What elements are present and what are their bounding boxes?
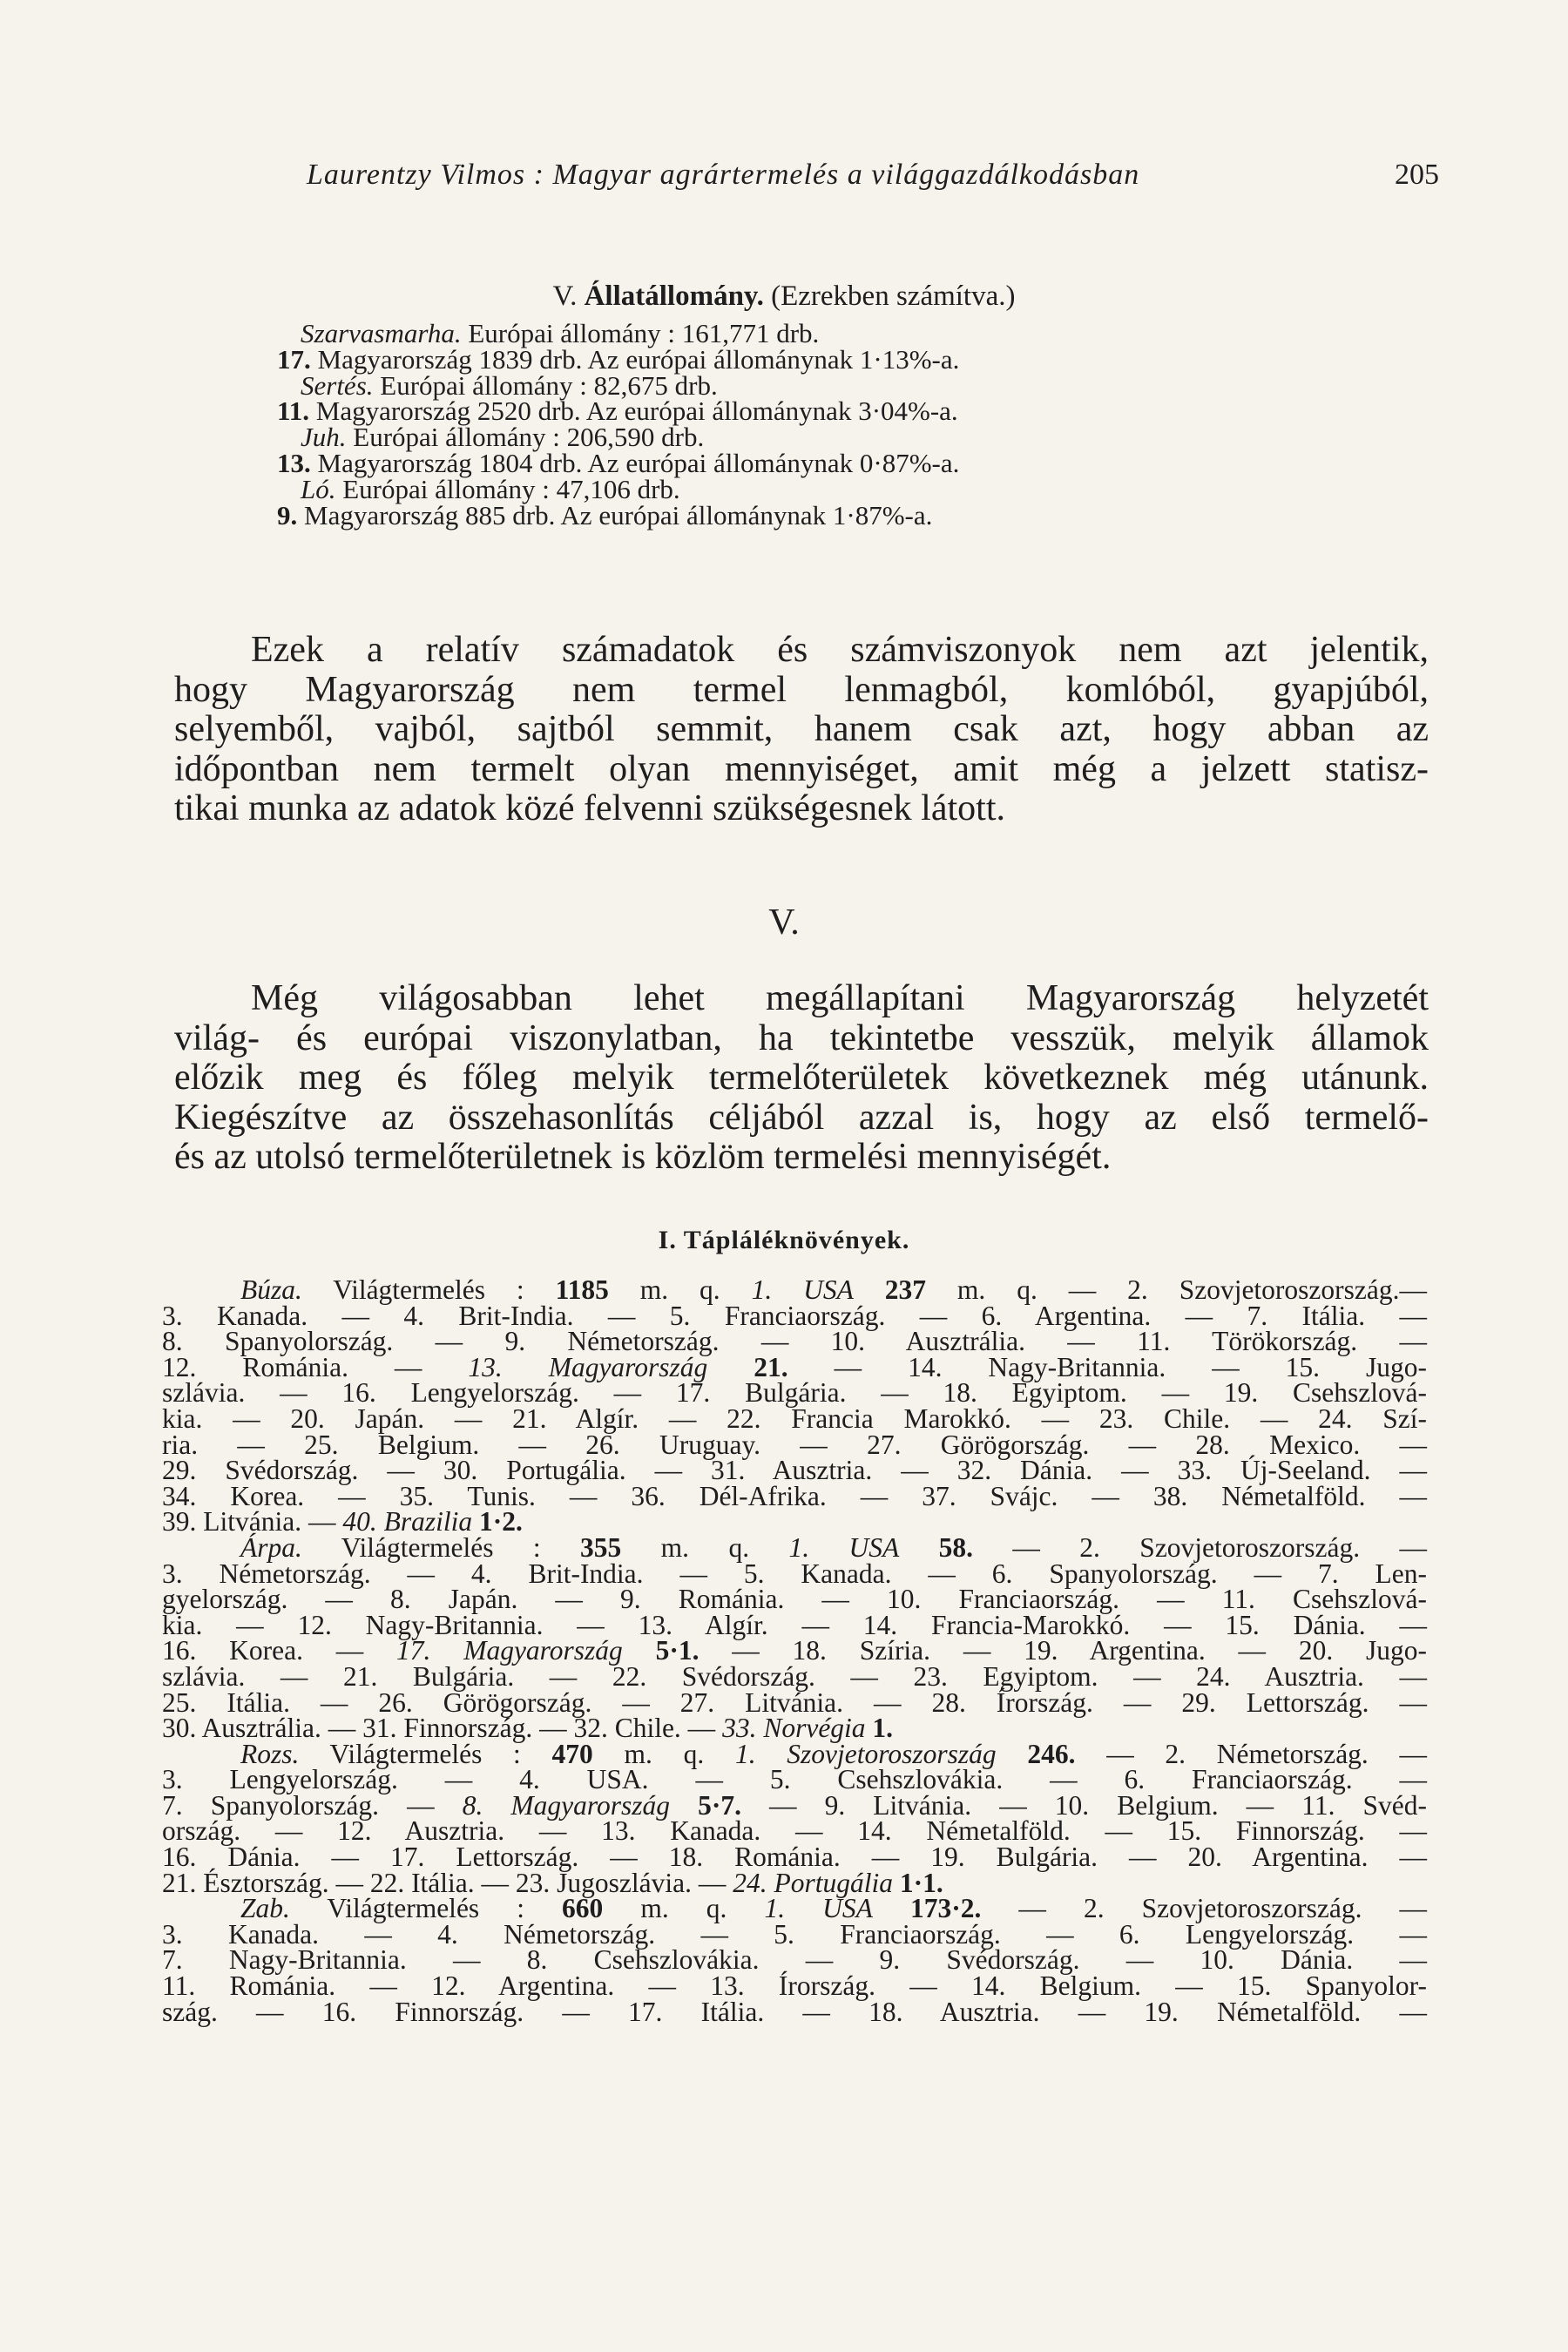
crop-line: 3. Németország. — 4. Brit-India. — 5. Kanada. — 6. Spanyolország. — 7. Len- xyxy=(162,1558,1427,1589)
crop-line: szlávia. — 21. Bulgária. — 22. Svédország. — 23. Egyiptom. — 24. Ausztria. — xyxy=(162,1660,1427,1692)
paragraph-line: időpontban nem termelt olyan mennyiséget, amit még a jelzett statisz- xyxy=(174,748,1429,789)
crop-line: ország. — 12. Ausztria. — 13. Kanada. — 14. Németalföld. — 15. Finnország. — xyxy=(162,1815,1427,1847)
crop-line: gyelország. — 8. Japán. — 9. Románia. — 10. Franciaország. — 11. Csehszlová- xyxy=(162,1584,1427,1615)
crop-wheat-hungary-line: 12. Románia. — 13. Magyarország 21. — 14. Nagy-Britannia. — 15. Jugo- xyxy=(162,1351,1428,1382)
paragraph-line: tikai munka az adatok közé felvenni szükségesnek látott. xyxy=(174,788,1006,828)
crop-wheat-header: Búza. Világtermelés : 1185 m. q. 1. USA 237 m. q. — 2. Szovjetoroszország.— xyxy=(240,1274,1427,1305)
crop-barley-hungary-line: 16. Korea. — 17. Magyarország 5·1. — 18. Szíria. — 19. Argentina. — 20. Jugo- xyxy=(162,1635,1427,1666)
crop-line: 25. Itália. — 26. Görögország. — 27. Litvánia. — 28. Írország. — 29. Lettország. — xyxy=(162,1686,1427,1718)
livestock-hungary-row: 9. Magyarország 885 drb. Az európai állománynak 1·87%-a. xyxy=(277,499,933,531)
crop-line: ria. — 25. Belgium. — 26. Uruguay. — 27. Görögország. — 28. Mexico. — xyxy=(162,1429,1427,1460)
paragraph-line: hogy Magyarország nem termel lenmagból, komlóból, gyapjúból, xyxy=(174,669,1429,710)
crops-section-title: I. Tápláléknövények. xyxy=(658,1226,910,1254)
paragraph-line: Kiegészítve az összehasonlítás céljából azzal is, hogy az első termelő- xyxy=(174,1097,1429,1138)
livestock-hungary-row: 17. Magyarország 1839 drb. Az európai állománynak 1·13%-a. xyxy=(277,343,960,375)
livestock-category: Juh. Európai állomány : 206,590 drb. xyxy=(301,422,705,453)
crop-line: kia. — 12. Nagy-Britannia. — 13. Algír. — 14. Francia-Marokkó. — 15. Dánia. — xyxy=(162,1609,1427,1640)
paragraph-comparison xyxy=(174,979,1429,1178)
crop-rye-hungary-line: 7. Spanyolország. — 8. Magyarország 5·7. — 9. Litvánia. — 10. Belgium. — 11. Svéd- xyxy=(162,1789,1428,1821)
paragraph-line: Még világosabban lehet megállapítani Magyarország helyzetét xyxy=(251,978,1429,1018)
crop-wheat-last-line: 39. Litvánia. — 40. Brazilia 1·2. xyxy=(162,1506,523,1538)
crop-line: kia. — 20. Japán. — 21. Algír. — 22. Francia Marokkó. — 23. Chile. — 24. Szí- xyxy=(162,1402,1427,1434)
livestock-category: Szarvasmarha. Európai állomány : 161,771 drb. xyxy=(301,318,820,348)
running-title: Laurentzy Vilmos : Magyar agrártermelés a világgazdálkodásban xyxy=(307,159,1140,191)
paragraph-line: világ- és európai viszonylatban, ha tekintetbe vesszük, melyik államok xyxy=(174,1017,1429,1058)
crop-barley-header: Árpa. Világtermelés : 355 m. q. 1. USA 58. — 2. Szovjetoroszország. — xyxy=(240,1531,1427,1563)
crop-line: 7. Nagy-Britannia. — 8. Csehszlovákia. — 9. Svédország. — 10. Dánia. — xyxy=(162,1944,1427,1976)
crop-line: 34. Korea. — 35. Tunis. — 36. Dél-Afrika. — 37. Svájc. — 38. Németalföld. — xyxy=(162,1480,1427,1511)
crop-line: szág. — 16. Finnország. — 17. Itália. — 18. Ausztria. — 19. Németalföld. — xyxy=(162,1996,1427,2027)
livestock-section-number: V. xyxy=(552,280,578,312)
crops-list xyxy=(162,1274,1428,2027)
paragraph-line: és az utolsó termelőterületnek is közlöm termelési mennyiségét. xyxy=(174,1137,1112,1177)
paragraph-line: előzik meg és főleg melyik termelőterületek következnek még utánunk. xyxy=(174,1058,1429,1098)
livestock-list xyxy=(0,318,1568,531)
livestock-section-title: Állatállomány. xyxy=(584,280,764,312)
running-header xyxy=(307,153,1439,197)
crop-line: 8. Spanyolország. — 9. Németország. — 10. Ausztrália. — 11. Törökország. — xyxy=(162,1326,1427,1357)
crop-oats-header: Zab. Világtermelés : 660 m. q. 1. USA 173·2. — 2. Szovjetoroszország. — xyxy=(240,1893,1428,1924)
paragraph-line: selyemből, vajból, sajtból semmit, hanem csak azt, hogy abban az xyxy=(174,709,1429,749)
chapter-number: V. xyxy=(768,902,800,943)
crop-line: 11. Románia. — 12. Argentina. — 13. Írország. — 14. Belgium. — 15. Spanyolor- xyxy=(162,1970,1427,2002)
crop-rye-last-line: 21. Észtország. — 22. Itália. — 23. Jugoszlávia. — 24. Portugália 1·1. xyxy=(162,1867,943,1898)
paragraph-relative-data xyxy=(174,631,1429,829)
livestock-heading xyxy=(0,277,1568,315)
livestock-hungary-row: 13. Magyarország 1804 drb. Az európai állománynak 0·87%-a. xyxy=(277,447,960,478)
crop-line: 29. Svédország. — 30. Portugália. — 31. Ausztria. — 32. Dánia. — 33. Új-Seeland. — xyxy=(162,1455,1427,1486)
livestock-section-note: (Ezrekben számítva.) xyxy=(771,280,1016,312)
crop-barley-last-line: 30. Ausztrália. — 31. Finnország. — 32. Chile. — 33. Norvégia 1. xyxy=(162,1713,894,1744)
crop-line: 3. Lengyelország. — 4. USA. — 5. Csehszlovákia. — 6. Franciaország. — xyxy=(162,1764,1427,1795)
livestock-category: Ló. Európai állomány : 47,106 drb. xyxy=(301,473,680,504)
crop-line: 3. Kanada. — 4. Németország. — 5. Franciaország. — 6. Lengyelország. — xyxy=(162,1918,1427,1950)
page-number: 205 xyxy=(1395,159,1439,191)
crop-line: szlávia. — 16. Lengyelország. — 17. Bulgária. — 18. Egyiptom. — 19. Csehszlová- xyxy=(162,1377,1427,1409)
crop-line: 3. Kanada. — 4. Brit-India. — 5. Franciaország. — 6. Argentina. — 7. Itália. — xyxy=(162,1300,1427,1331)
crop-line: 16. Dánia. — 17. Lettország. — 18. Románia. — 19. Bulgária. — 20. Argentina. — xyxy=(162,1842,1427,1873)
crop-rye-header: Rozs. Világtermelés : 470 m. q. 1. Szovjetoroszország 246. — 2. Németország. — xyxy=(240,1738,1428,1769)
paragraph-line: Ezek a relatív számadatok és számviszonyok nem azt jelentik, xyxy=(251,630,1429,670)
livestock-category: Sertés. Európai állomány : 82,675 drb. xyxy=(301,369,718,401)
livestock-hungary-row: 11. Magyarország 2520 drb. Az európai állománynak 3·04%-a. xyxy=(277,395,958,427)
